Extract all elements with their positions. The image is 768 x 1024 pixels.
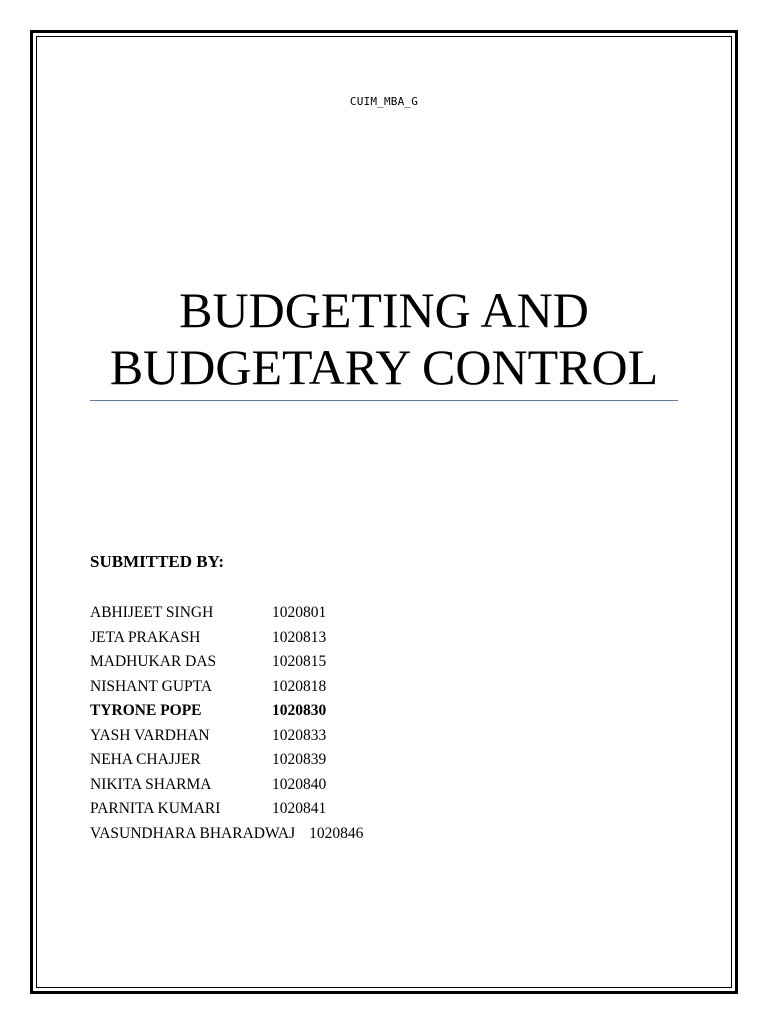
member-row (90, 601, 363, 626)
submitted-by-heading: SUBMITTED BY: (90, 552, 224, 571)
member-row (90, 675, 363, 700)
member-row (90, 626, 363, 651)
member-id: 1020841 (272, 800, 327, 817)
member-name: VASUNDHARA BHARADWAJ (90, 824, 296, 842)
member-row (90, 650, 363, 675)
member-id: 1020846 (309, 824, 364, 842)
member-id: 1020818 (272, 677, 327, 695)
member-row (90, 748, 363, 773)
member-id: 1020840 (272, 775, 327, 793)
document-code: CUIM_MBA_G (349, 95, 419, 108)
member-row (90, 797, 363, 822)
member-row (90, 773, 363, 798)
member-name: NIKITA SHARMA (90, 775, 212, 793)
member-name: JETA PRAKASH (90, 628, 201, 646)
member-row (90, 822, 363, 847)
member-name: TYRONE POPE (90, 702, 202, 719)
member-row-highlighted (90, 699, 363, 724)
member-id: 1020813 (272, 628, 327, 646)
member-name: YASH VARDHAN (90, 726, 210, 744)
member-name: NISHANT GUPTA (90, 677, 213, 695)
document-title (90, 282, 678, 396)
member-id: 1020830 (272, 702, 327, 719)
title-line-1: BUDGETING AND (179, 282, 589, 338)
member-id: 1020833 (272, 726, 327, 744)
members-list (90, 601, 363, 846)
member-id: 1020815 (272, 653, 327, 670)
member-id: 1020801 (272, 604, 327, 621)
title-line-2: BUDGETARY CONTROL (109, 339, 659, 395)
member-id: 1020839 (272, 751, 327, 768)
member-name: NEHA CHAJJER (90, 751, 201, 768)
member-name: MADHUKAR DAS (90, 653, 217, 670)
title-underline (90, 400, 678, 401)
member-name: ABHIJEET SINGH (90, 604, 214, 621)
member-row (90, 724, 363, 749)
member-name: PARNITA KUMARI (90, 800, 221, 817)
